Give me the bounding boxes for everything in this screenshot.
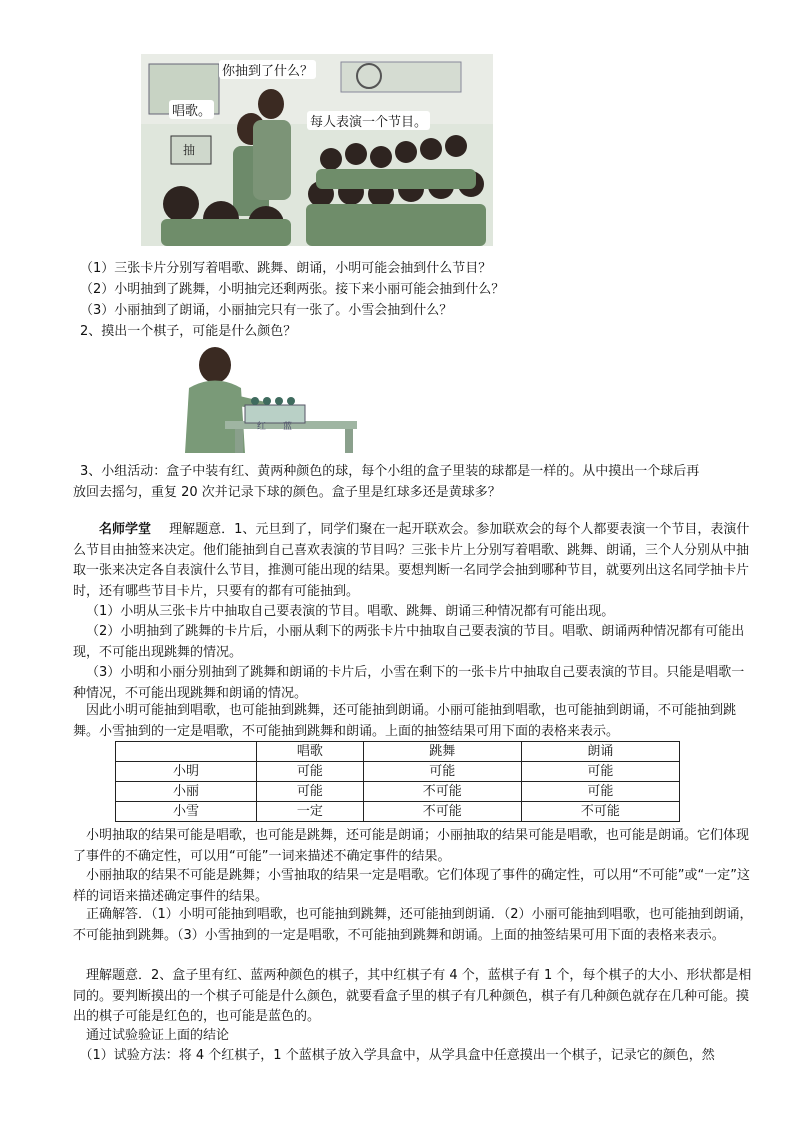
draw-box-label: 抽 <box>183 143 196 157</box>
table-cell: 可能 <box>257 782 364 802</box>
table-row <box>116 802 680 822</box>
question-3-line1: 3、小组活动：盒子中装有红、黄两种颜色的球，每个小组的盒子里装的球都是一样的。从中摸出一个球后再 <box>80 464 700 479</box>
table-cell: 可能 <box>521 782 679 802</box>
after-paragraph-6: （1）试验方法：将 4 个红棋子，1 个蓝棋子放入学具盒中，从学具盒中任意摸出一个棋子，记录它的颜色，然 <box>79 1048 715 1063</box>
box-label-blue: 蓝 <box>283 422 293 432</box>
table-header-cell: 唱歌 <box>257 742 364 762</box>
table-cell: 小明 <box>116 762 257 782</box>
after-paragraph-1: 小明抽取的结果可能是唱歌，也可能是跳舞，还可能是朗诵；小丽抽取的结果可能是唱歌，也可能是朗诵。它们体现了事件的不确定性，可以用“可能”一词来描述不确定事件的结果。 <box>73 828 750 864</box>
table-row <box>116 782 680 802</box>
table-header-cell: 跳舞 <box>363 742 521 762</box>
analysis-paragraph-2: （1）小明从三张卡片中抽取自己要表演的节目。唱歌、跳舞、朗诵三种情况都有可能出现。 <box>86 604 615 619</box>
table-cell: 可能 <box>257 762 364 782</box>
speech-bubble-teacher: 每人表演一个节目。 <box>307 111 430 130</box>
box-label-red: 红 <box>257 422 267 432</box>
question-1-1: （1）三张卡片分别写着唱歌、跳舞、朗诵，小明可能会抽到什么节目？ <box>80 261 492 276</box>
chess-box-illustration <box>175 343 357 453</box>
question-1-2: （2）小明抽到了跳舞，小明抽完还剩两张。接下来小丽可能会抽到什么？ <box>80 282 505 297</box>
table-cell: 可能 <box>521 762 679 782</box>
analysis-p1-text: 理解题意．1、元旦到了，同学们聚在一起开联欢会。参加联欢会的每个人都要表演一个节目，表演什么节目由抽签来决定。他们能抽到自己喜欢表演的节目吗？三张卡片上分别写着唱歌、跳舞、朗诵，三个人分别从中抽取一张来决定各自表演什么节目，推测可能出现的结果。要想判断一名同学会抽到哪种节目，就要列出这名同学抽卡片时，还有哪些节目卡片，只要有的都有可能抽到。 <box>73 522 750 599</box>
child-drawing <box>175 343 357 453</box>
after-paragraph-4: 理解题意．2、盒子里有红、蓝两种颜色的棋子，其中红棋子有 4 个，蓝棋子有 1 个，每个棋子的大小、形状都是相同的。要判断摸出的一个棋子可能是什么颜色，就要看盒子里的棋子有几种颜色，棋子有几种颜色就存在几种可能。摸出的棋子可能是红色的，也可能是蓝色的。 <box>73 968 752 1024</box>
analysis-paragraph-5: 因此小明可能抽到唱歌，也可能抽到跳舞，还可能抽到朗诵。小丽可能抽到唱歌，也可能抽到朗诵，不可能抽到跳舞。小雪抽到的一定是唱歌，不可能抽到跳舞和朗诵。上面的抽签结果可用下面的表格来表示。 <box>73 703 737 739</box>
table-cell: 不可能 <box>363 802 521 822</box>
question-3-line2: 放回去摇匀，重复 20 次并记录下球的颜色。盒子里是红球多还是黄球多？ <box>73 485 501 500</box>
table-cell: 小雪 <box>116 802 257 822</box>
table-row <box>116 762 680 782</box>
table-cell: 不可能 <box>521 802 679 822</box>
analysis-paragraph-3: （2）小明抽到了跳舞的卡片后，小丽从剩下的两张卡片中抽取自己要表演的节目。唱歌、朗诵两种情况都有可能出现，不可能出现跳舞的情况。 <box>73 624 745 660</box>
result-table <box>115 741 680 822</box>
table-cell: 小丽 <box>116 782 257 802</box>
after-paragraph-5: 通过试验验证上面的结论 <box>86 1028 230 1043</box>
classroom-drawing <box>141 54 493 246</box>
analysis-paragraph-4: （3）小明和小丽分别抽到了跳舞和朗诵的卡片后，小雪在剩下的一张卡片中抽取自己要表演的节目。只能是唱歌一种情况，不可能出现跳舞和朗诵的情况。 <box>73 665 745 701</box>
table-cell: 可能 <box>363 762 521 782</box>
classroom-illustration <box>141 54 493 246</box>
speech-bubble-answer: 唱歌。 <box>169 100 214 119</box>
speech-bubble-question: 你抽到了什么？ <box>219 60 316 79</box>
table-header-cell: 朗诵 <box>521 742 679 762</box>
after-paragraph-3: 正确解答．（1）小明可能抽到唱歌，也可能抽到跳舞，还可能抽到朗诵．（2）小丽可能抽到唱歌，也可能抽到朗诵，不可能抽到跳舞。（3）小雪抽到的一定是唱歌，不可能抽到跳舞和朗诵。上面的抽签结果可用下面的表格来表示。 <box>73 907 753 943</box>
after-paragraph-2: 小丽抽取的结果不可能是跳舞；小雪抽取的结果一定是唱歌。它们体现了事件的确定性，可以用“不可能”或“一定”这样的词语来描述确定事件的结果。 <box>73 868 750 904</box>
analysis-heading: 名师学堂 <box>99 522 152 537</box>
table-header-cell <box>116 742 257 762</box>
question-1-3: （3）小丽抽到了朗诵，小丽抽完只有一张了。小雪会抽到什么？ <box>80 303 453 318</box>
table-cell: 一定 <box>257 802 364 822</box>
table-header-row <box>116 742 680 762</box>
analysis-paragraph-1 <box>73 520 753 602</box>
table-cell: 不可能 <box>363 782 521 802</box>
question-2: 2、摸出一个棋子，可能是什么颜色？ <box>80 324 297 339</box>
